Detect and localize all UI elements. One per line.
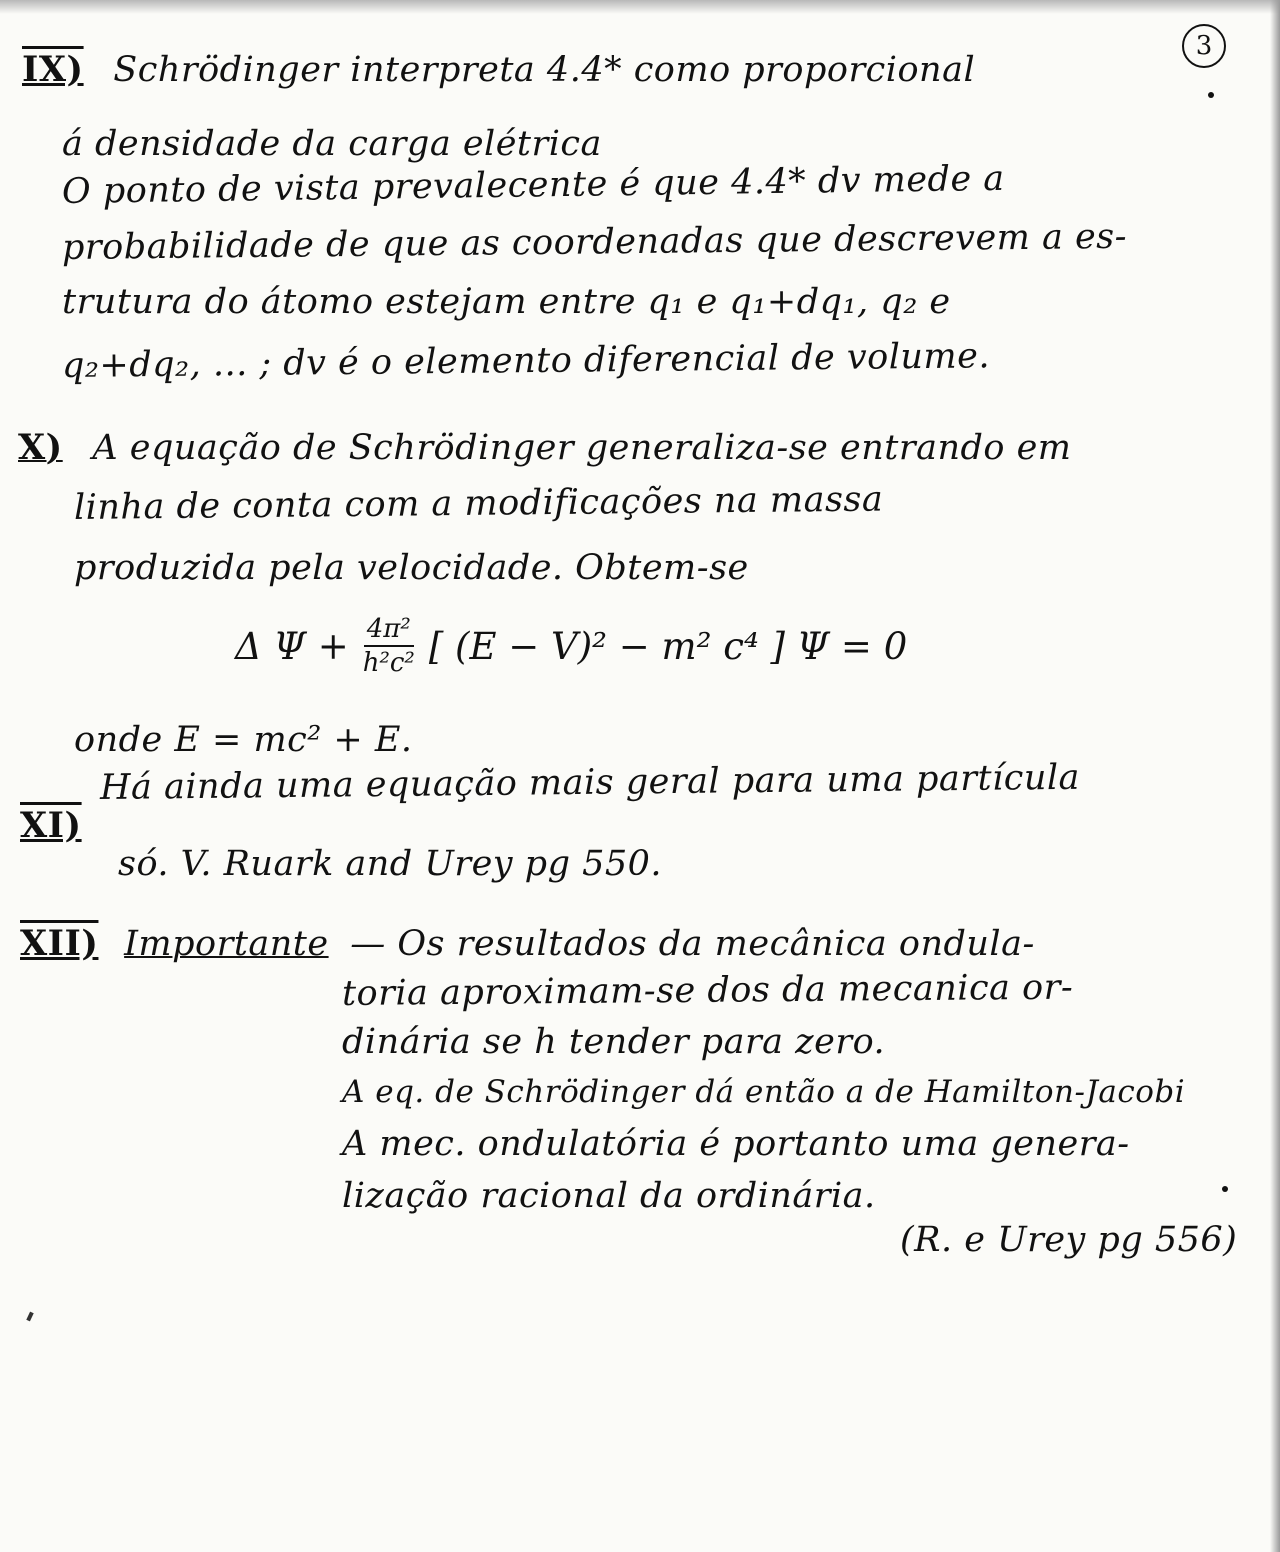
section-ix-line-4: probabilidade de que as coordenadas que descrevem a es-: [61, 216, 1128, 268]
formula-fraction-denominator: h²c²: [362, 648, 415, 678]
section-xii-line-6: lização racional da ordinária.: [342, 1176, 876, 1216]
section-x-after-formula: onde E = mc² + E.: [74, 720, 413, 760]
section-x-numeral: X): [18, 427, 63, 468]
section-x-line-2: linha de conta com a modificações na massa: [73, 479, 884, 528]
section-xi-line-1: Há ainda uma equação mais geral para uma partícula: [99, 757, 1081, 808]
formula-lhs: Δ Ψ +: [235, 624, 349, 668]
section-xii-text-1: — Os resultados da mecânica ondula-: [350, 924, 1035, 964]
section-xii-line-4: A eq. de Schrödinger dá então a de Hamilton-Jacobi: [342, 1074, 1186, 1110]
section-ix-text-1: Schrödinger interpreta 4.4* como proporcional: [113, 50, 976, 90]
section-xii-line-3: dinária se h tender para zero.: [342, 1022, 886, 1062]
section-ix-line-3: O ponto de vista prevalecente é que 4.4* dv mede a: [61, 158, 1005, 212]
section-xi-line-2: só. V. Ruark and Urey pg 550.: [118, 844, 663, 884]
section-ix-line-6: q₂+dq₂, ... ; dv é o elemento diferencial de volume.: [61, 336, 991, 386]
section-xii-heading: Importante: [124, 924, 329, 964]
section-ix-numeral: IX): [22, 49, 84, 90]
section-xii-line-1: [20, 922, 1035, 966]
section-ix-line-2: á densidade da carga elétrica: [62, 124, 602, 164]
formula-fraction-numerator: 4π²: [364, 613, 414, 647]
section-xi-numeral: XI): [20, 805, 82, 846]
section-xii-line-5: A mec. ondulatória é portanto uma genera-: [342, 1124, 1130, 1164]
scan-right-shadow: [1270, 0, 1280, 1552]
page-number: 3: [1182, 24, 1226, 68]
scan-top-shadow: [0, 0, 1280, 14]
stray-dot: [1208, 92, 1214, 98]
section-xi-numeral-row: [20, 804, 82, 848]
section-xii-numeral: XII): [20, 923, 99, 964]
formula-rhs: [ (E − V)² − m² c⁴ ] Ψ = 0: [428, 624, 908, 668]
section-x-line-1: [18, 426, 1072, 470]
stray-dot: [1222, 1186, 1228, 1192]
section-ix-line-5: trutura do átomo estejam entre q₁ e q₁+dq₁, q₂ e: [62, 282, 951, 322]
section-xii-line-2: toria aproximam-se dos da mecanica or-: [341, 967, 1074, 1014]
scan-speck: [26, 1312, 33, 1322]
section-ix-line-1: [22, 48, 975, 92]
section-x-line-3: produzida pela velocidade. Obtem-se: [74, 548, 749, 588]
klein-gordon-formula: [232, 596, 910, 696]
section-xii-reference: (R. e Urey pg 556): [900, 1220, 1238, 1260]
formula-fraction: [360, 613, 418, 679]
section-x-text-1: A equação de Schrödinger generaliza-se entrando em: [92, 428, 1072, 468]
